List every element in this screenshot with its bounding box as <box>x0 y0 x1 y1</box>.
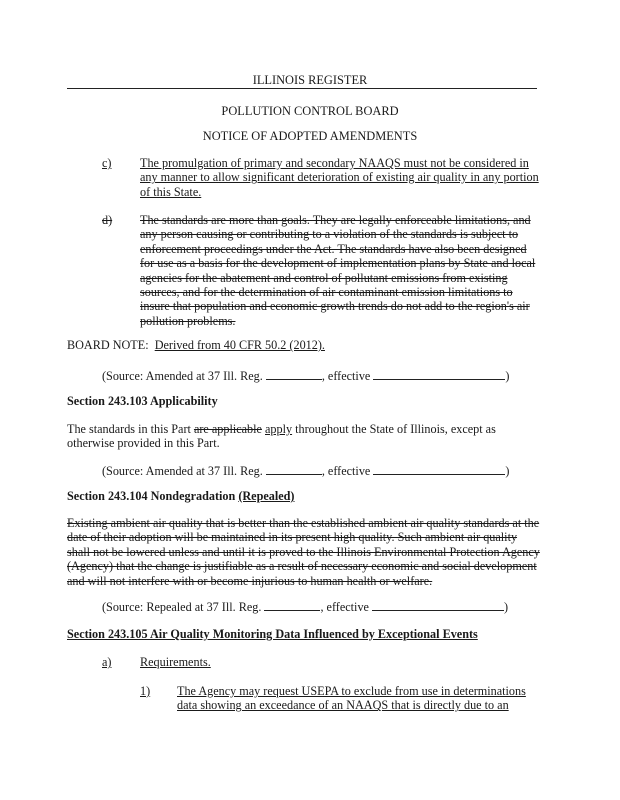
item-1-label: 1) <box>140 684 151 698</box>
notice-title: NOTICE OF ADOPTED AMENDMENTS <box>202 129 418 143</box>
section-104-body <box>67 516 547 588</box>
source-prefix: (Source: Amended at 37 Ill. Reg. <box>102 464 263 478</box>
item-a-text: Requirements. <box>140 655 211 669</box>
item-d-line: sources, and for the determination of air contaminant emission limitations to <box>140 285 513 300</box>
source-prefix: (Source: Repealed at 37 Ill. Reg. <box>102 600 262 614</box>
item-1-text <box>177 684 537 713</box>
item-d-line: The standards are more than goals. They are legally enforceable limitations, and <box>140 213 531 227</box>
struck-text: are applicable <box>193 422 262 436</box>
text-run: The standards in this Part <box>67 422 194 436</box>
section-104-line: and will not interfere with or become injurious to human health or welfare. <box>67 573 433 588</box>
source-prefix: (Source: Amended at 37 Ill. Reg. <box>102 369 263 383</box>
blank-effective-date <box>373 463 505 475</box>
source-close: ) <box>504 600 509 614</box>
source-effective: , effective <box>321 464 371 478</box>
section-105-heading: Section 243.105 Air Quality Monitoring Data Influenced by Exceptional Events <box>67 627 478 641</box>
section-104-heading <box>67 489 295 503</box>
inserted-text: apply <box>265 422 293 436</box>
blank-effective-date <box>372 599 504 611</box>
heading-text: Section 243.104 Nondegradation <box>67 489 239 503</box>
board-note-text: Derived from 40 CFR 50.2 (2012). <box>154 338 325 352</box>
source-effective: , effective <box>321 369 371 383</box>
inserted-text: (Repealed) <box>238 489 295 503</box>
blank-reg-number <box>266 463 322 475</box>
item-d-label: d) <box>102 213 113 227</box>
source-line-3 <box>102 599 508 614</box>
source-line-1 <box>102 368 509 383</box>
item-1-line: data showing an exceedance of an NAAQS that is directly due to an <box>177 698 509 713</box>
item-c-line: any manner to allow significant deterioration of existing air quality in any portion <box>140 170 539 185</box>
section-104-line: shall not be lowered unless and until it is proved to the Illinois Environmental Protection Agency <box>67 544 540 559</box>
section-104-line: date of their adoption will be maintained in its present high quality. Such ambient air quality <box>67 530 518 545</box>
section-103-line: otherwise provided in this Part. <box>67 436 220 451</box>
item-d-text <box>140 213 540 328</box>
item-c-text <box>140 156 540 199</box>
item-1-line: The Agency may request USEPA to exclude from use in determinations <box>177 684 526 698</box>
item-c-line: The promulgation of primary and secondary NAAQS must not be considered in <box>140 156 529 170</box>
board-note <box>67 338 325 352</box>
section-103-heading: Section 243.103 Applicability <box>67 394 218 408</box>
board-note-label: BOARD NOTE: <box>67 338 149 352</box>
text-run: throughout the State of Illinois, except as <box>292 422 496 436</box>
item-d-line: enforcement proceedings under the Act. The standards have also been designed <box>140 241 527 256</box>
blank-reg-number <box>266 368 322 380</box>
blank-reg-number <box>264 599 320 611</box>
header-rule <box>67 88 537 89</box>
item-d-line: pollution problems. <box>140 313 236 328</box>
source-line-2 <box>102 463 509 478</box>
section-104-line: (Agency) that the change is justifiable as a result of necessary economic and social development <box>67 559 537 574</box>
source-effective: , effective <box>320 600 369 614</box>
blank-effective-date <box>373 368 505 380</box>
register-title: ILLINOIS REGISTER <box>252 73 368 87</box>
item-d-line: insure that population and economic growth trends do not add to the region's air <box>140 299 530 314</box>
board-title: POLLUTION CONTROL BOARD <box>221 104 399 118</box>
item-c-label: c) <box>102 156 112 170</box>
item-d-line: any person causing or contributing to a violation of the standards is subject to <box>140 227 519 242</box>
source-close: ) <box>505 464 510 478</box>
item-d-line: agencies for the abatement and control of pollutant emissions from existing <box>140 270 508 285</box>
item-d-line: for use as a basis for the development of implementation plans by State and local <box>140 256 536 271</box>
item-c-line: of this State. <box>140 184 202 199</box>
source-close: ) <box>505 369 510 383</box>
section-104-line: Existing ambient air quality that is better than the established ambient air quality standards at the <box>67 516 540 530</box>
section-103-body <box>67 422 547 451</box>
item-a-label: a) <box>102 655 112 669</box>
section-103-line <box>67 422 547 436</box>
